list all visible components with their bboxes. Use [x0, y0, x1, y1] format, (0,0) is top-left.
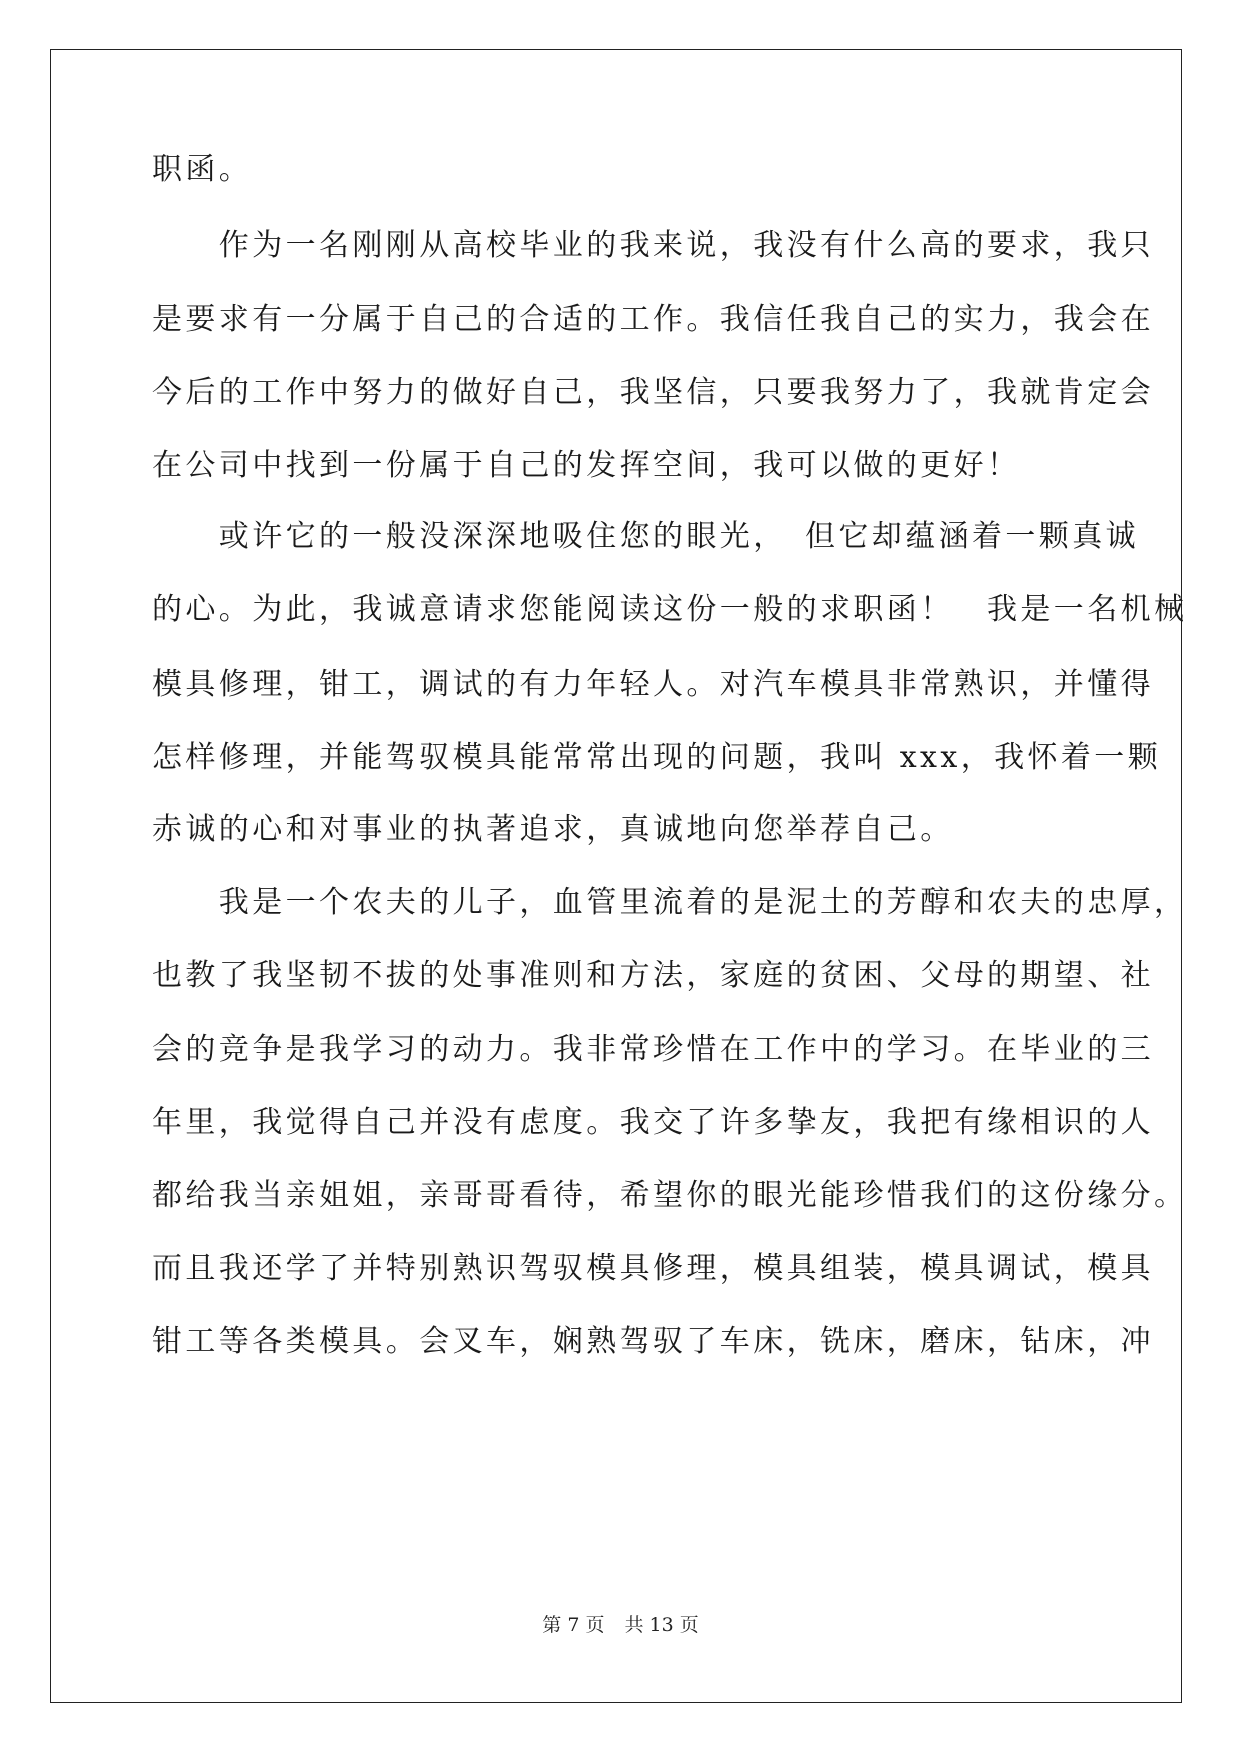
text-line: 在公司中找到一份属于自己的发挥空间，我可以做的更好！ — [152, 448, 1021, 483]
text-line: 今后的工作中努力的做好自己，我坚信，只要我努力了，我就肯定会 — [152, 375, 1154, 410]
text-line: 都给我当亲姐姐，亲哥哥看待，希望你的眼光能珍惜我们的这份缘分。 — [152, 1178, 1188, 1213]
text-line: 我是一个农夫的儿子，血管里流着的是泥土的芳醇和农夫的忠厚， — [152, 885, 1188, 920]
page-border — [50, 49, 1182, 1703]
text-line: 年里，我觉得自己并没有虑度。我交了许多挚友，我把有缘相识的人 — [152, 1105, 1154, 1140]
text-line: 而且我还学了并特别熟识驾驭模具修理，模具组装，模具调试，模具 — [152, 1251, 1154, 1286]
text-line: 的心。为此，我诚意请求您能阅读这份一般的求职函！ 我是一名机械 — [152, 592, 1188, 627]
page-total: 共 13 页 — [624, 1614, 699, 1636]
page-number: 第 7 页 — [542, 1614, 605, 1636]
text-line: 会的竞争是我学习的动力。我非常珍惜在工作中的学习。在毕业的三 — [152, 1032, 1154, 1067]
text-line: 也教了我坚韧不拔的处事准则和方法，家庭的贫困、父母的期望、社 — [152, 958, 1154, 993]
text-line: 职函。 — [152, 152, 253, 187]
page-footer — [0, 1613, 1241, 1637]
text-line: 怎样修理，并能驾驭模具能常常出现的问题，我叫 xxx，我怀着一颗 — [152, 740, 1162, 775]
text-line: 作为一名刚刚从高校毕业的我来说，我没有什么高的要求，我只 — [152, 228, 1154, 263]
text-line: 是要求有一分属于自己的合适的工作。我信任我自己的实力，我会在 — [152, 302, 1154, 337]
text-line: 赤诚的心和对事业的执著追求，真诚地向您举荐自己。 — [152, 812, 954, 847]
text-line: 模具修理，钳工，调试的有力年轻人。对汽车模具非常熟识，并懂得 — [152, 667, 1154, 702]
text-line: 或许它的一般没深深地吸住您的眼光， 但它却蕴涵着一颗真诚 — [152, 519, 1139, 554]
text-line: 钳工等各类模具。会叉车，娴熟驾驭了车床，铣床，磨床，钻床，冲 — [152, 1324, 1154, 1359]
